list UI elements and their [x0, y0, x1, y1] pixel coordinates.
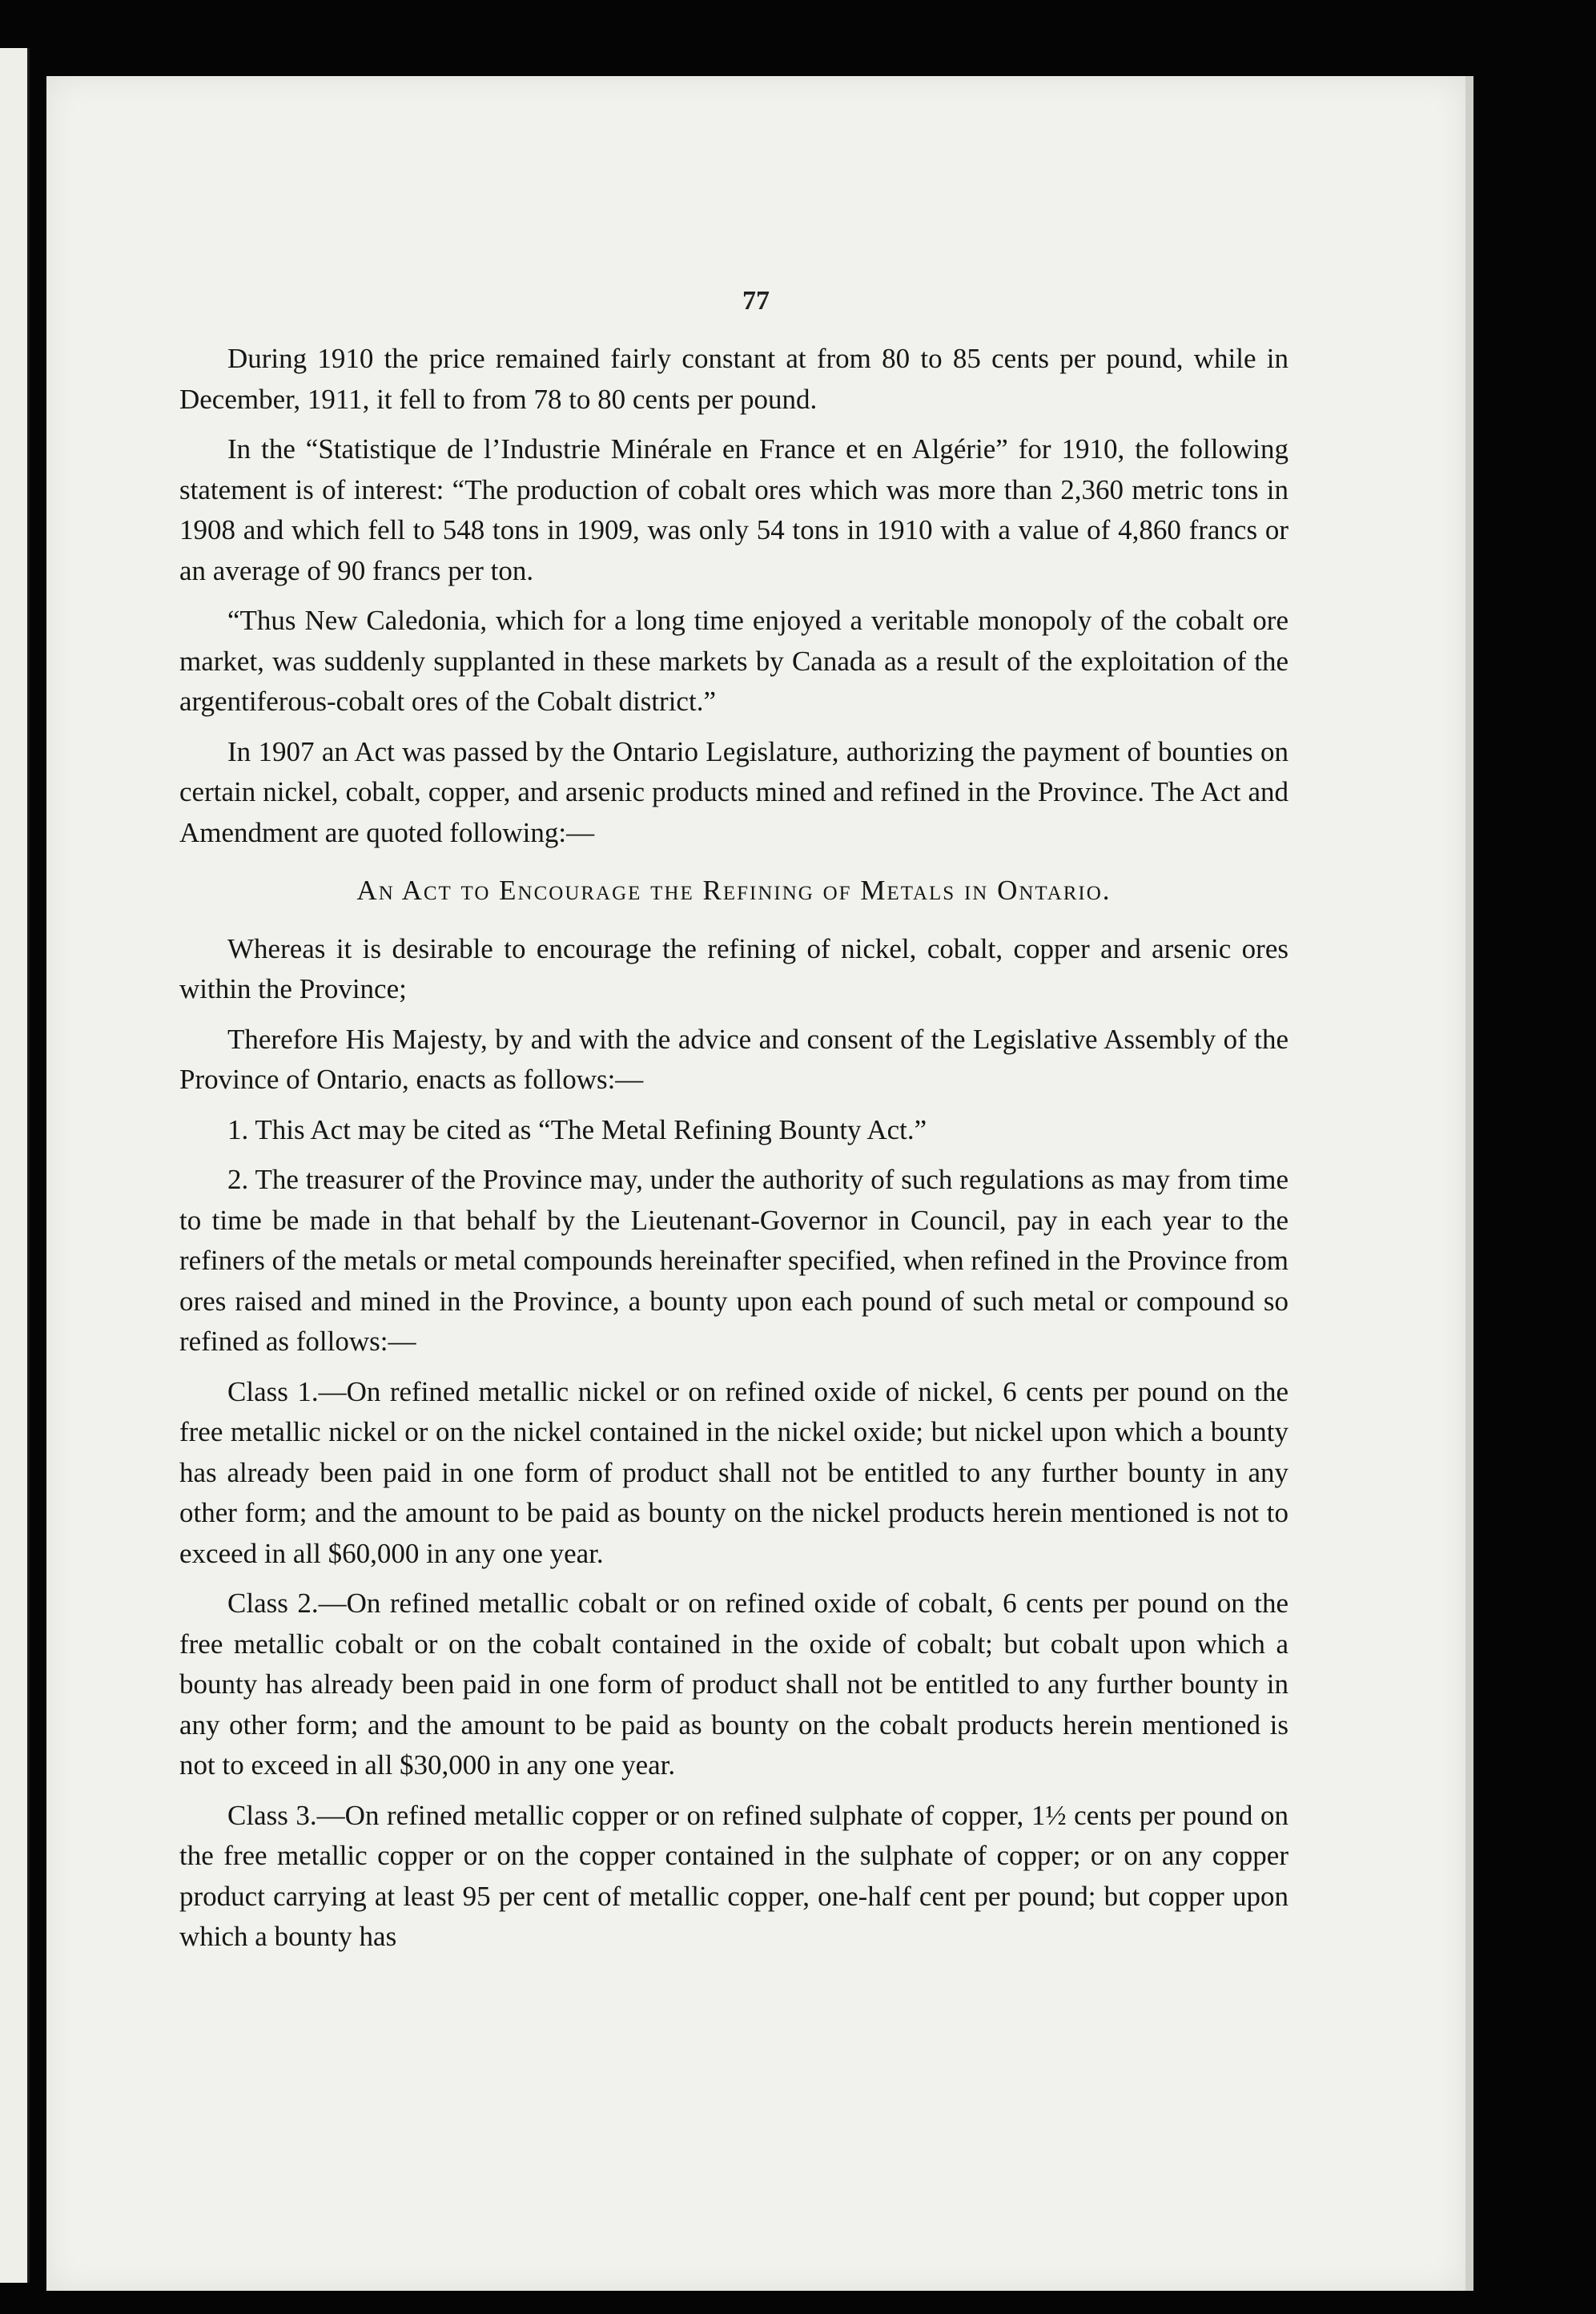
- act-section: 1. This Act may be cited as “The Metal Refining Bounty Act.”: [227, 1113, 927, 1145]
- page-number: 77: [742, 286, 770, 316]
- act-heading: An Act to Encourage the Refining of Metals in Ontario.: [356, 875, 1112, 906]
- page-edge-shadow: [1465, 76, 1473, 2291]
- act-paragraph: Therefore His Majesty, by and with the advice and consent of the Legislative Assembly of the Province of Ontario, enacts as follows:—: [179, 1023, 1288, 1095]
- paragraph: “Thus New Caledonia, which for a long time enjoyed a veritable monopoly of the cobalt ore market, was suddenly supplanted in these markets by Canada as a result of the exploitation of the argentiferous-cobalt ores of the Cobalt district.”: [179, 605, 1288, 717]
- document-page: [46, 76, 1465, 2291]
- paragraph: During 1910 the price remained fairly constant at from 80 to 85 cents per pound, while in December, 1911, it fell to from 78 to 80 cents per pound.: [179, 343, 1288, 415]
- act-class: Class 3.—On refined metallic copper or on refined sulphate of copper, 1½ cents per pound on the free metallic copper or on the copper contained in the sulphate of copper; or on any copper product carrying at least 95 per cent of metallic copper, one-half cent per pound; but copper upon which a bounty has: [179, 1799, 1288, 1952]
- paragraph: In the “Statistique de l’Industrie Minérale en France et en Algérie” for 1910, the following statement is of interest: “The production of cobalt ores which was more than 2,360 metric tons in 1908 and which fell to 548 tons in 1909, was only 54 tons in 1910 with a value of 4,860 francs or an average of 90 francs per ton.: [179, 433, 1288, 586]
- act-section: 2. The treasurer of the Province may, under the authority of such regulations as may from time to time be made in that behalf by the Lieutenant-Governor in Council, pay in each year to the refiners of the metals or metal compounds hereinafter specified, when refined in the Province from ores raised and mined in the Province, a bounty upon each pound of such metal or compound so refined as follows:—: [179, 1164, 1288, 1357]
- body-text: [179, 339, 1288, 1967]
- act-class: Class 2.—On refined metallic cobalt or on refined oxide of cobalt, 6 cents per pound on the free metallic cobalt or on the cobalt contained in the oxide of cobalt; but cobalt upon which a bounty has already been paid in one form of product shall not be entitled to any further bounty in any other form; and the amount to be paid as bounty on the cobalt products herein mentioned is not to exceed in all $30,000 in any one year.: [179, 1588, 1288, 1781]
- act-class: Class 1.—On refined metallic nickel or on refined oxide of nickel, 6 cents per pound on the free metallic nickel or on the nickel contained in the nickel oxide; but nickel upon which a bounty has already been paid in one form of product shall not be entitled to any further bounty in any other form; and the amount to be paid as bounty on the nickel products herein mentioned is not to exceed in all $60,000 in any one year.: [179, 1375, 1288, 1569]
- paragraph: In 1907 an Act was passed by the Ontario Legislature, authorizing the payment of bounties on certain nickel, cobalt, copper, and arsenic products mined and refined in the Province. The Act and Amendment are quoted following:—: [179, 735, 1288, 848]
- act-paragraph: Whereas it is desirable to encourage the refining of nickel, cobalt, copper and arsenic ores within the Province;: [179, 932, 1288, 1004]
- adjacent-page-edge: [0, 48, 30, 2283]
